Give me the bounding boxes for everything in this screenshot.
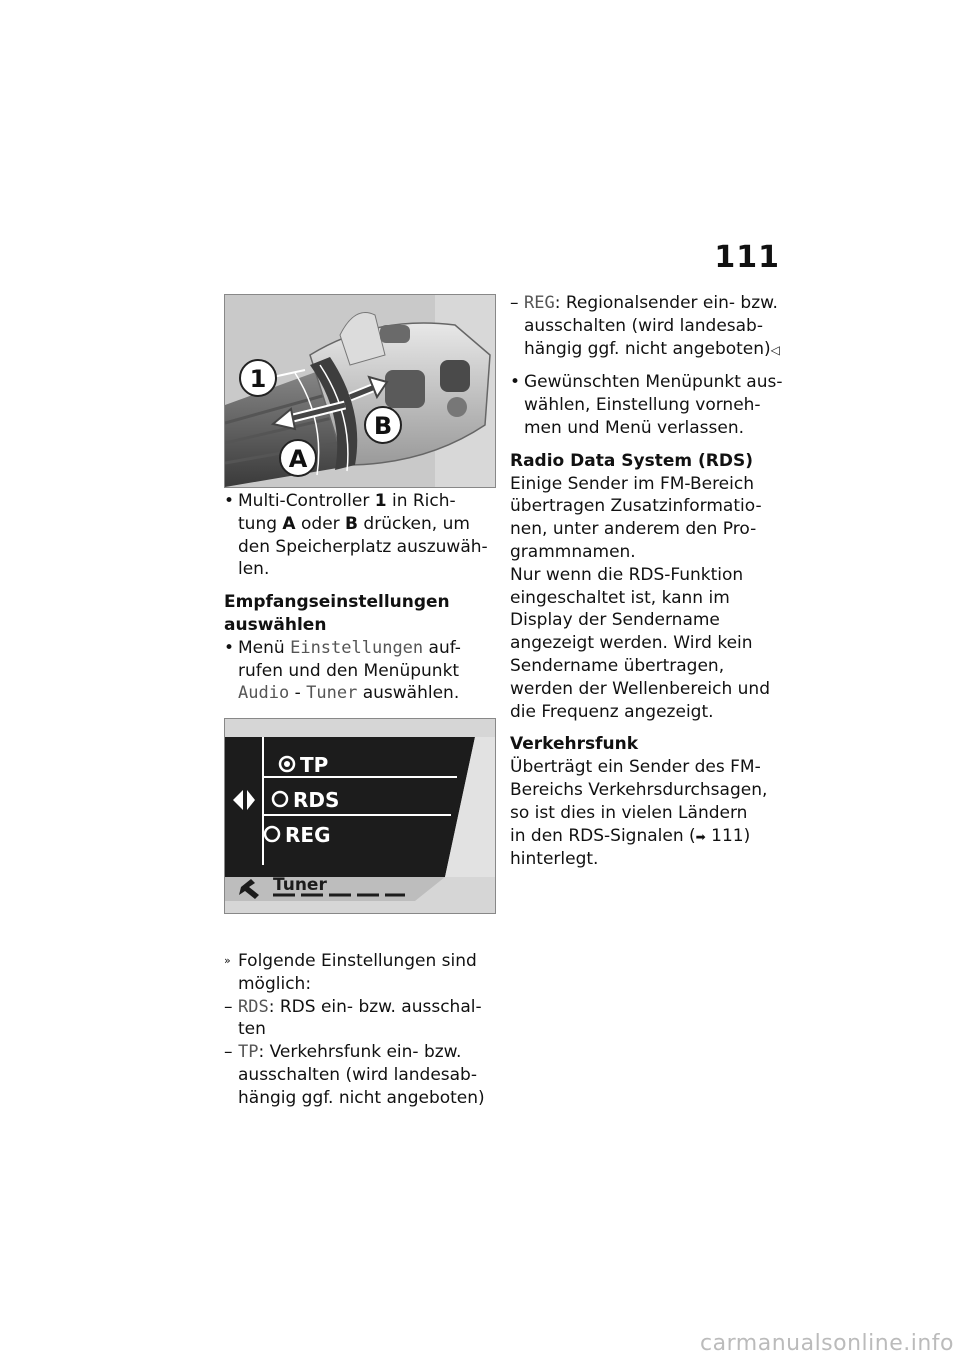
watermark: carmanualsonline.info — [700, 1331, 954, 1356]
section-heading: Radio Data System (RDS) — [510, 450, 753, 471]
page-ref-arrow-icon[interactable]: ➡ — [695, 829, 706, 844]
tuner-display-figure — [224, 718, 496, 914]
svg-text:A: A — [288, 445, 308, 473]
result-item: » Folgende Einstellungen sind möglich: — [224, 951, 477, 994]
tuner-display-illustration — [225, 719, 495, 913]
dash-item-reg: – REG: Regionalsender ein- bzw. ausschalten (wird landesab- hängig ggf. nicht angeboten)◁ — [510, 293, 780, 359]
tp-item: TP — [300, 753, 329, 777]
multi-controller-figure — [224, 294, 496, 488]
dash-item-tp: – TP: Verkehrsfunk ein- bzw. ausschalten (wird landesab- hängig ggf. nicht angeboten) — [224, 1042, 485, 1108]
right-column: – REG: Regionalsender ein- bzw. ausschalten (wird landesab- hängig ggf. nicht angeboten)◁ • Gewünschten Menüpunkt aus- wählen, Einstellung vorneh- men und Menü verlassen. Radio Data System (RDS) Einige Sender im FM-Bereich übertragen Zusatzinformatio- nen, unter anderem den Pro- grammnamen. Nur wenn die RDS-Funktion eingeschaltet ist, kann im Display der Sendername angezeigt werden. Wird kein Sendername übertragen, werden der Wellenbereich und die Frequenz angezeigt. Verkehrsfunk Überträgt ein Sender des FM- Bereichs Verkehrsdurchsagen, so ist dies in vielen Ländern in den RDS-Signalen (➡ 111) hinterlegt. — [510, 292, 790, 871]
rds-item: RDS — [293, 788, 340, 812]
svg-text:B: B — [373, 412, 393, 440]
end-marker-icon: ◁ — [770, 342, 780, 357]
page-number: 111 — [714, 240, 780, 275]
dash-item-rds: – RDS: RDS ein- bzw. ausschal- ten — [224, 996, 482, 1040]
list-item: • Gewünschten Menüpunkt aus- wählen, Einstellung vorneh- men und Menü verlassen. — [510, 372, 783, 438]
list-item: • Menü Einstellungen auf- rufen und den Menüpunkt Audio - Tuner auswählen. — [224, 637, 461, 704]
reg-item: REG — [285, 823, 331, 847]
handlebar-illustration — [225, 295, 495, 487]
list-item: • Multi-Controller 1 in Rich- tung A oder B drücken, um den Speicherplatz auszuwäh- len. — [224, 491, 488, 580]
left-column-lower — [224, 950, 494, 1110]
section-heading: Empfangseinstellungen — [224, 592, 450, 613]
svg-text:1: 1 — [249, 365, 267, 393]
tuner-label: Tuner — [273, 875, 327, 895]
page-ref-link[interactable]: 111) — [705, 825, 751, 846]
section-heading: Verkehrsfunk — [510, 734, 639, 755]
left-column: • Multi-Controller 1 in Rich- tung A oder B drücken, um den Speicherplatz auszuwäh- len. Empfangseinstellungen auswählen • Menü Einstellungen auf- rufen und den Menüpunkt Audio - Tuner auswählen. — [224, 490, 494, 705]
